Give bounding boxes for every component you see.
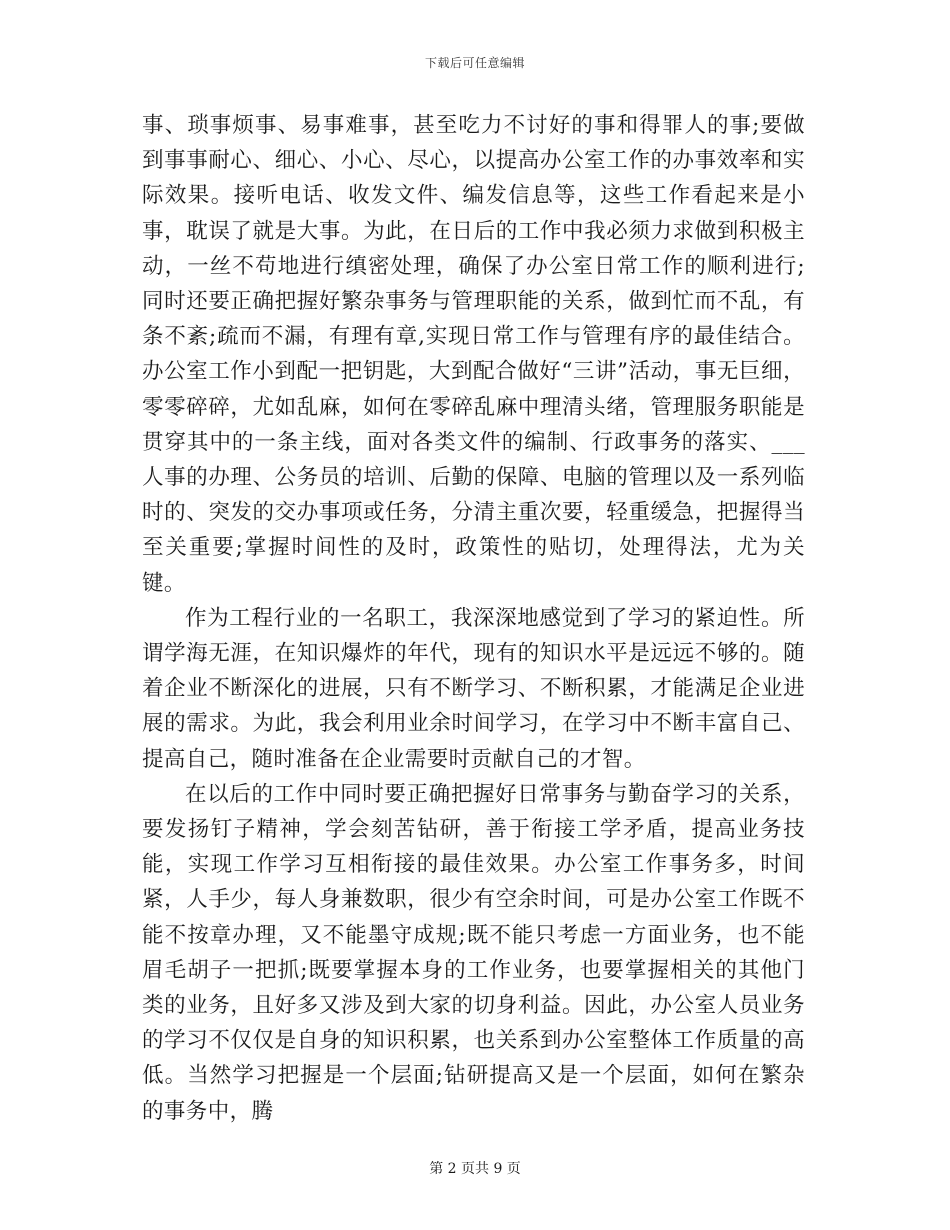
paragraph-1: 事、琐事烦事、易事难事，甚至吃力不讨好的事和得罪人的事;要做到事事耐心、细心、小心、尽心，以提高办公室工作的办事效率和实际效果。接听电话、收发文件、编发信息等，这些工作看起来是小事，耽误了就是大事。为此，在日后的工作中我必须力求做到积极主动，一丝不苟地进行缜密处理，确保了办公室日常工作的顺利进行;同时还要正确把握好繁杂事务与管理职能的关系，做到忙而不乱，有条不紊;疏而不漏，有理有章,实现日常工作与管理有序的最佳结合。办公室工作小到配一把钥匙，大到配合做好“三讲”活动，事无巨细，零零碎碎，尤如乱麻，如何在零碎乱麻中理清头绪，管理服务职能是贯穿其中的一条主线，面对各类文件的编制、行政事务的落实、___人事的办理、公务员的培训、后勤的保障、电脑的管理以及一系列临时的、突发的交办事项或任务，分清主重次要，轻重缓急，把握得当至关重要;掌握时间性的及时，政策性的贴切，处理得法，尤为关键。 (142, 113, 805, 596)
paragraph-3: 在以后的工作中同时要正确把握好日常事务与勤奋学习的关系，要发扬钉子精神，学会刻苦钻研，善于衔接工学矛盾，提高业务技能，实现工作学习互相衔接的最佳效果。办公室工作事务多，时间紧，人手少，每人身兼数职，很少有空余时间，可是办公室工作既不能不按章办理，又不能墨守成规;既不能只考虑一方面业务，也不能眉毛胡子一把抓;既要掌握本身的工作业务，也要掌握相关的其他门类的业务，且好多又涉及到大家的切身利益。因此，办公室人员业务的学习不仅仅是自身的知识积累，也关系到办公室整体工作质量的高低。当然学习把握是一个层面;钻研提高又是一个层面，如何在繁杂的事务中，腾 (142, 781, 805, 1124)
document-body (142, 108, 805, 1129)
paragraph-2: 作为工程行业的一名职工，我深深地感觉到了学习的紧迫性。所谓学海无涯，在知识爆炸的年代，现有的知识水平是远远不够的。随着企业不断深化的进展，只有不断学习、不断积累，才能满足企业进展的需求。为此，我会利用业余时间学习，在学习中不断丰富自己、提高自己，随时准备在企业需要时贡献自己的才智。 (142, 605, 805, 772)
page-number: 第 2 页共 9 页 (429, 1161, 521, 1177)
page-header: 下载后可任意编辑 (424, 56, 525, 70)
